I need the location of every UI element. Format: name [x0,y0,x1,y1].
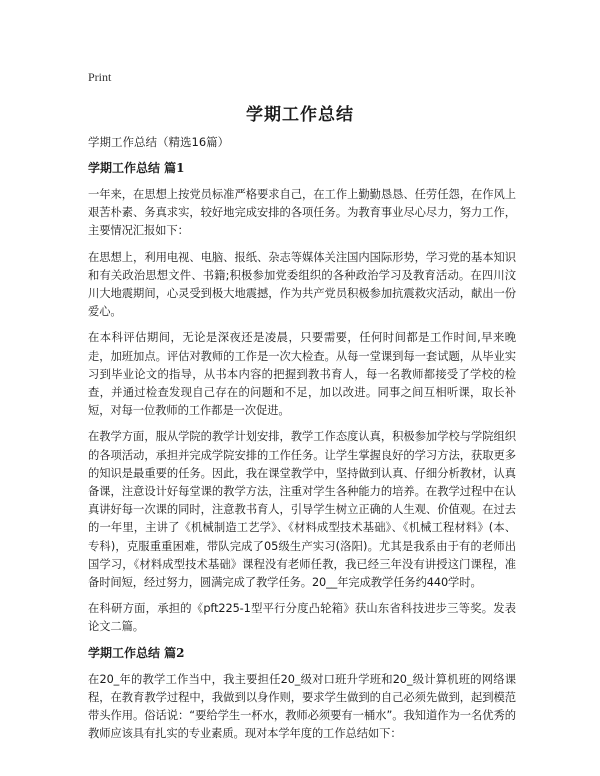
document-body [88,134,516,751]
section-1-paragraph-5: 在科研方面，承担的《pft225-1型平行分度凸轮箱》获山东省科技进步三等奖。发表论文二篇。 [88,602,516,634]
document-subtitle: 学期工作总结（精选16篇） [88,135,230,149]
section-1-paragraph-3: 在本科评估期间，无论是深夜还是凌晨，只要需要，任何时间都是工作时间,早来晚走，加班加点。评估对教师的工作是一次大检查。从每一堂课到每一套试题，从毕业实习到毕业论文的指导，从书本内容的把握到教书育人，每一名教师都接受了学校的检查，并通过检查发现自己存在的问题和不足，加以改进。同事之间互相听课，取长补短，对每一位教师的工作都是一次促进。 [88,331,516,418]
section-1-paragraph-4: 在教学方面，服从学院的教学计划安排，教学工作态度认真，积极参加学校与学院组织的各项活动，承担并完成学院安排的工作任务。让学生掌握良好的学习方法，获取更多的知识是最重要的任务。因此，我在课堂教学中，坚持做到认真、仔细分析教材，认真备课，注意设计好每堂课的教学方法，注重对学生各种能力的培养。在教学过程中在认真讲好每一次课的同时，注意教书育人，引导学生树立正确的人生观、价值观。在过去的一年里，主讲了《机械制造工艺学》、《材料成型技术基础》、《机械工程材料》(本、专科)，克服重重困难，带队完成了05级生产实习(洛阳)。尤其是我系由于有的老师出国学习，《材料成型技术基础》课程没有老师任教，我已经三年没有讲授这门课程，准备时间短，经过努力，圆满完成了教学任务。20__年完成教学任务约440学时。 [88,430,516,590]
section-2-paragraph-1: 在20_年的教学工作当中，我主要担任20_级对口班升学班和20_级计算机班的网络课程，在教育教学过程中，我做到以身作则，要求学生做到的自己必须先做到，起到模范带头作用。俗话说：“要给学生一杯水，教师必须要有一桶水”。我知道作为一名优秀的教师应该具有扎实的专业素质。现对本学年度的工作总结如下： [88,672,516,741]
section-1-paragraph-1: 一年来，在思想上按党员标准严格要求自己，在工作上勤勤恳恳、任劳任怨，在作风上艰苦朴素、务真求实，较好地完成安排的各项任务。为教育事业尽心尽力，努力工作，主要情况汇报如下： [88,188,516,238]
print-link[interactable]: Print [88,70,112,84]
section-1-paragraph-2: 在思想上，利用电视、电脑、报纸、杂志等媒体关注国内国际形势，学习党的基本知识和有关政治思想文件、书籍;积极参加党委组织的各种政治学习及教育活动。在四川汶川大地震期间，心灵受到极大地震撼，作为共产党员积极参加抗震救灾活动，献出一份爱心。 [88,250,516,319]
section-heading-1: 学期工作总结 篇1 [88,161,185,175]
document-title: 学期工作总结 [246,105,354,125]
section-heading-2: 学期工作总结 篇2 [88,645,185,660]
